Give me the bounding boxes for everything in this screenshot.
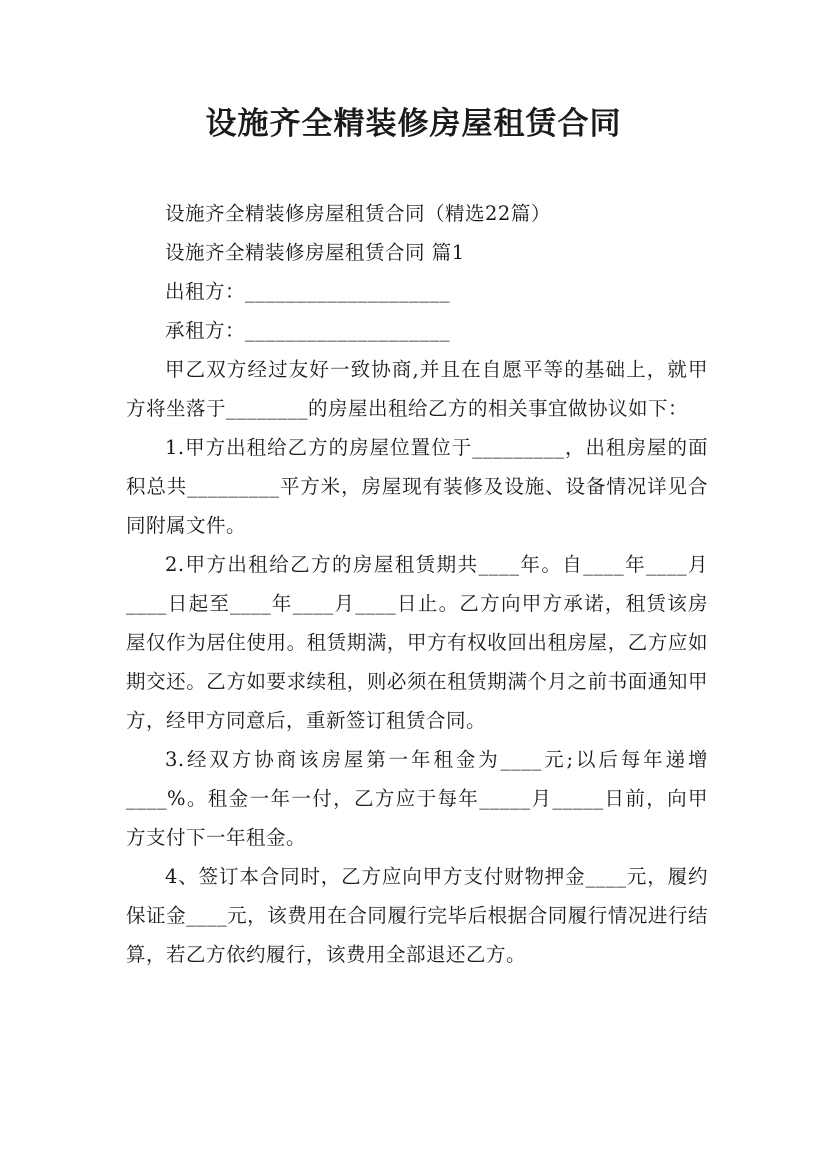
lessee-line: 承租方：____________________: [165, 319, 451, 342]
clause-1-paragraph: 1.甲方出租给乙方的房屋位置位于_________，出租房屋的面积总共_________平方米，房屋现有装修及设施、设备情况详见合同附属文件。: [126, 436, 708, 537]
lessor-line: 出租方：____________________: [165, 280, 451, 303]
intro-paragraph: 甲乙双方经过友好一致协商,并且在自愿平等的基础上，就甲方将坐落于________的房屋出租给乙方的相关事宜做协议如下：: [126, 358, 708, 420]
document-body: [126, 194, 708, 974]
clause-3-paragraph: 3.经双方协商该房屋第一年租金为____元;以后每年递增____%。租金一年一付，乙方应于每年_____月_____日前，向甲方支付下一年租金。: [126, 748, 708, 849]
clause-4-paragraph: 4、签订本合同时，乙方应向甲方支付财物押金____元，履约保证金____元，该费用在合同履行完毕后根据合同履行情况进行结算，若乙方依约履行，该费用全部退还乙方。: [126, 865, 708, 966]
section-heading: 设施齐全精装修房屋租赁合同 篇1: [165, 241, 465, 264]
clause-2-paragraph: 2.甲方出租给乙方的房屋租赁期共____年。自____年____月____日起至____年____月____日止。乙方向甲方承诺，租赁该房屋仅作为居住使用。租赁期满，甲方有权收回出租房屋，乙方应如期交还。乙方如要求续租，则必须在租赁期满个月之前书面通知甲方，经甲方同意后，重新签订租赁合同。: [126, 553, 708, 732]
subtitle-paragraph: 设施齐全精装修房屋租赁合同（精选22篇）: [165, 202, 551, 225]
document-title: 设施齐全精装修房屋租赁合同: [205, 106, 622, 142]
